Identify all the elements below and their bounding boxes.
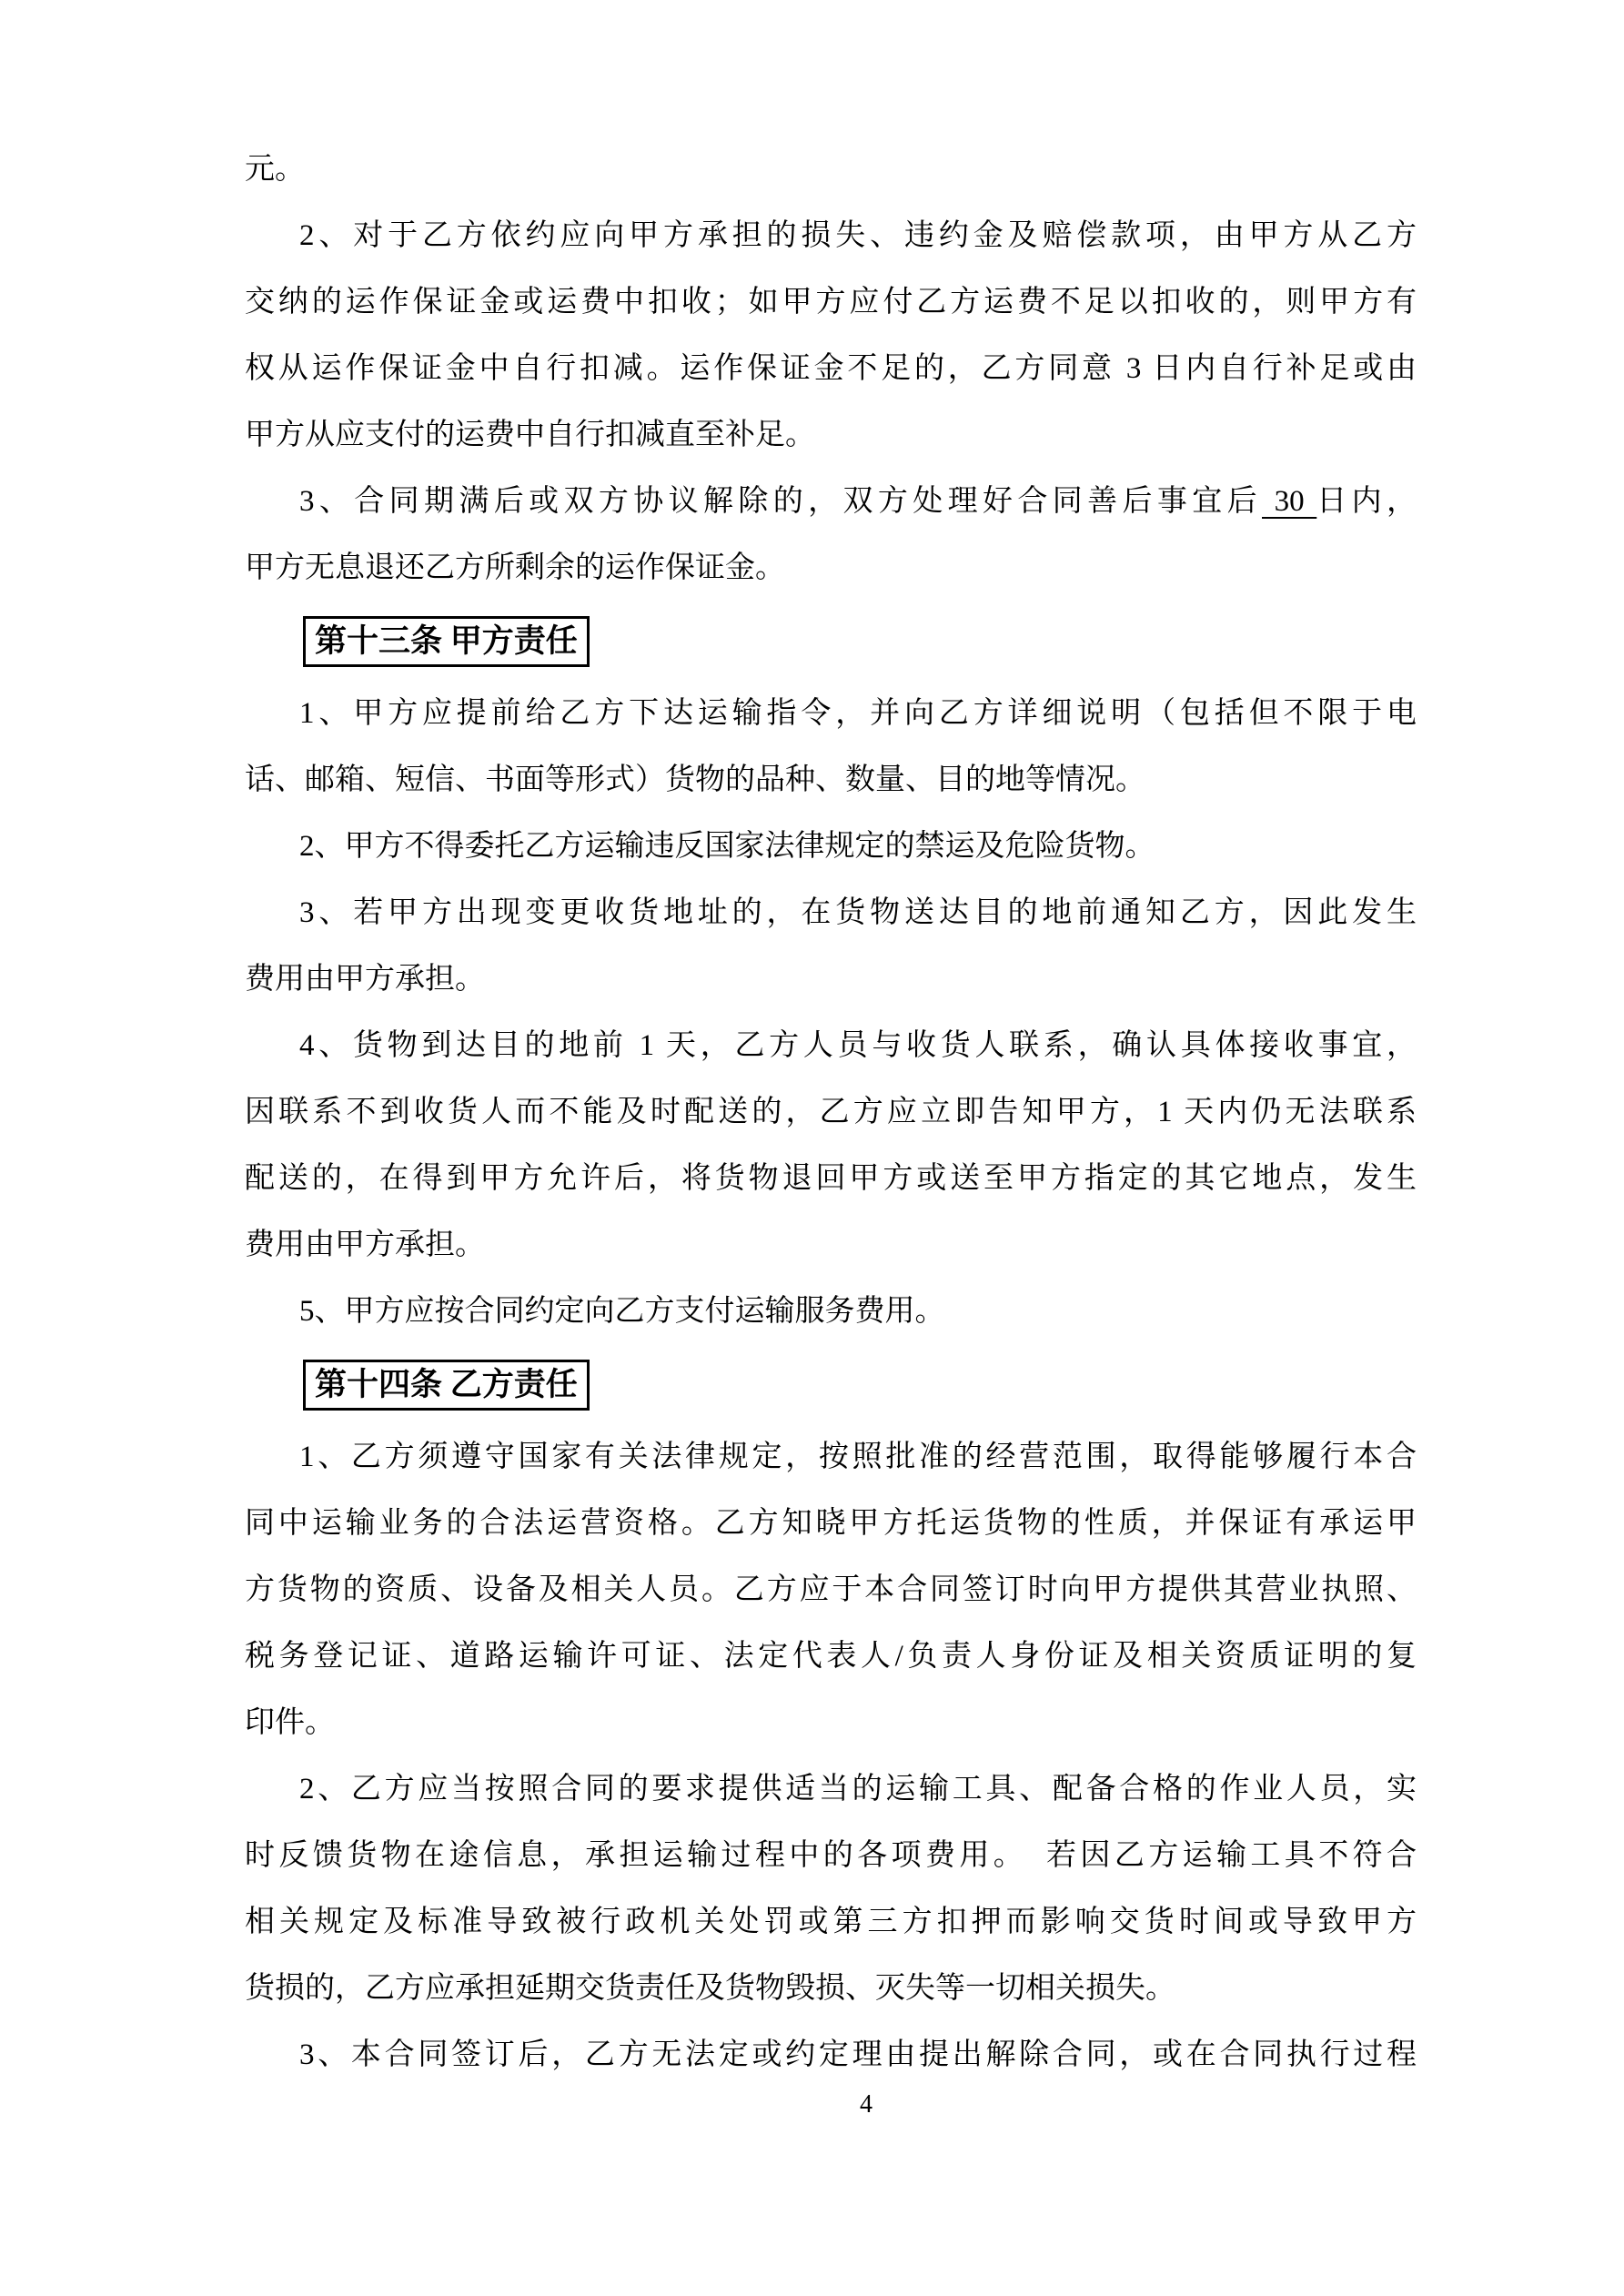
text-segment: 1、乙方须遵守国家有关法律规定，按照批准的经营范围，取得能够履行本合 <box>299 1441 1417 1473</box>
text-segment: 3、合同期满后或双方协议解除的，双方处理好合同善后事宜后 <box>299 485 1262 518</box>
text-line <box>245 747 1417 814</box>
text-line <box>245 1491 1417 1557</box>
section-heading-row <box>245 608 1417 674</box>
text-line <box>245 1146 1417 1212</box>
text-segment: 2、乙方应当按照合同的要求提供适当的运输工具、配备合格的作业人员，实 <box>299 1773 1417 1805</box>
text-line <box>245 1079 1417 1146</box>
text-line <box>245 2022 1417 2089</box>
text-line <box>245 1690 1417 1756</box>
text-line <box>245 880 1417 946</box>
page-number: 4 <box>860 2090 873 2119</box>
text-segment: 话、邮箱、短信、书面等形式）货物的品种、数量、目的地等情况。 <box>245 764 1145 796</box>
text-segment: 交纳的运作保证金或运费中扣收；如甲方应付乙方运费不足以扣收的，则甲方有 <box>245 286 1417 319</box>
underlined-value: 30 <box>1262 485 1317 518</box>
text-segment: 3、本合同签订后，乙方无法定或约定理由提出解除合同，或在合同执行过程 <box>299 2038 1417 2071</box>
text-segment: 甲方无息退还乙方所剩余的运作保证金。 <box>245 551 785 584</box>
text-line <box>245 402 1417 469</box>
section-heading: 第十四条 乙方责任 <box>303 1360 590 1411</box>
text-segment: 1、甲方应提前给乙方下达运输指令，并向乙方详细说明（包括但不限于电 <box>299 697 1417 730</box>
text-segment: 权从运作保证金中自行扣减。运作保证金不足的，乙方同意 3 日内自行补足或由 <box>245 352 1417 385</box>
text-segment: 因联系不到收货人而不能及时配送的，乙方应立即告知甲方，1 天内仍无法联系 <box>245 1096 1417 1128</box>
text-line <box>245 269 1417 336</box>
text-line <box>245 814 1417 880</box>
text-line <box>245 203 1417 269</box>
text-segment: 费用由甲方承担。 <box>245 963 485 996</box>
text-line <box>245 1424 1417 1491</box>
text-segment: 元。 <box>245 153 305 186</box>
section-heading: 第十三条 甲方责任 <box>303 616 590 667</box>
text-line <box>245 1956 1417 2022</box>
text-line <box>245 1013 1417 1079</box>
text-line <box>245 535 1417 602</box>
text-segment: 配送的，在得到甲方允许后，将货物退回甲方或送至甲方指定的其它地点，发生 <box>245 1162 1417 1195</box>
text-line <box>245 681 1417 747</box>
text-line <box>245 1212 1417 1279</box>
text-segment: 5、甲方应按合同约定向乙方支付运输服务费用。 <box>299 1295 945 1328</box>
document-body <box>245 137 1417 2089</box>
text-line <box>245 946 1417 1013</box>
text-line <box>245 1623 1417 1690</box>
text-line <box>245 1889 1417 1956</box>
text-segment: 相关规定及标准导致被行政机关处罚或第三方扣押而影响交货时间或导致甲方 <box>245 1906 1417 1938</box>
text-segment: 2、对于乙方依约应向甲方承担的损失、违约金及赔偿款项，由甲方从乙方 <box>299 219 1417 252</box>
text-segment: 同中运输业务的合法运营资格。乙方知晓甲方托运货物的性质，并保证有承运甲 <box>245 1507 1417 1540</box>
text-line <box>245 469 1417 535</box>
text-segment: 印件。 <box>245 1706 335 1739</box>
text-segment: 甲方从应支付的运费中自行扣减直至补足。 <box>245 419 815 451</box>
text-segment: 税务登记证、道路运输许可证、法定代表人/负责人身份证及相关资质证明的复 <box>245 1640 1417 1673</box>
text-line <box>245 336 1417 402</box>
text-segment: 日内， <box>1316 485 1417 518</box>
text-line <box>245 1557 1417 1623</box>
text-line <box>245 137 1417 203</box>
text-segment: 货损的，乙方应承担延期交货责任及货物毁损、灭失等一切相关损失。 <box>245 1972 1175 2005</box>
text-line <box>245 1279 1417 1345</box>
text-segment: 3、若甲方出现变更收货地址的，在货物送达目的地前通知乙方，因此发生 <box>299 896 1417 929</box>
text-segment: 时反馈货物在途信息，承担运输过程中的各项费用。 若因乙方运输工具不符合 <box>245 1839 1417 1872</box>
text-line <box>245 1756 1417 1823</box>
text-segment: 费用由甲方承担。 <box>245 1229 485 1261</box>
text-segment: 方货物的资质、设备及相关人员。乙方应于本合同签订时向甲方提供其营业执照、 <box>245 1573 1417 1606</box>
text-segment: 2、甲方不得委托乙方运输违反国家法律规定的禁运及危险货物。 <box>299 830 1155 863</box>
text-line <box>245 1823 1417 1889</box>
section-heading-row <box>245 1351 1417 1418</box>
text-segment: 4、货物到达目的地前 1 天，乙方人员与收货人联系，确认具体接收事宜， <box>299 1029 1417 1062</box>
